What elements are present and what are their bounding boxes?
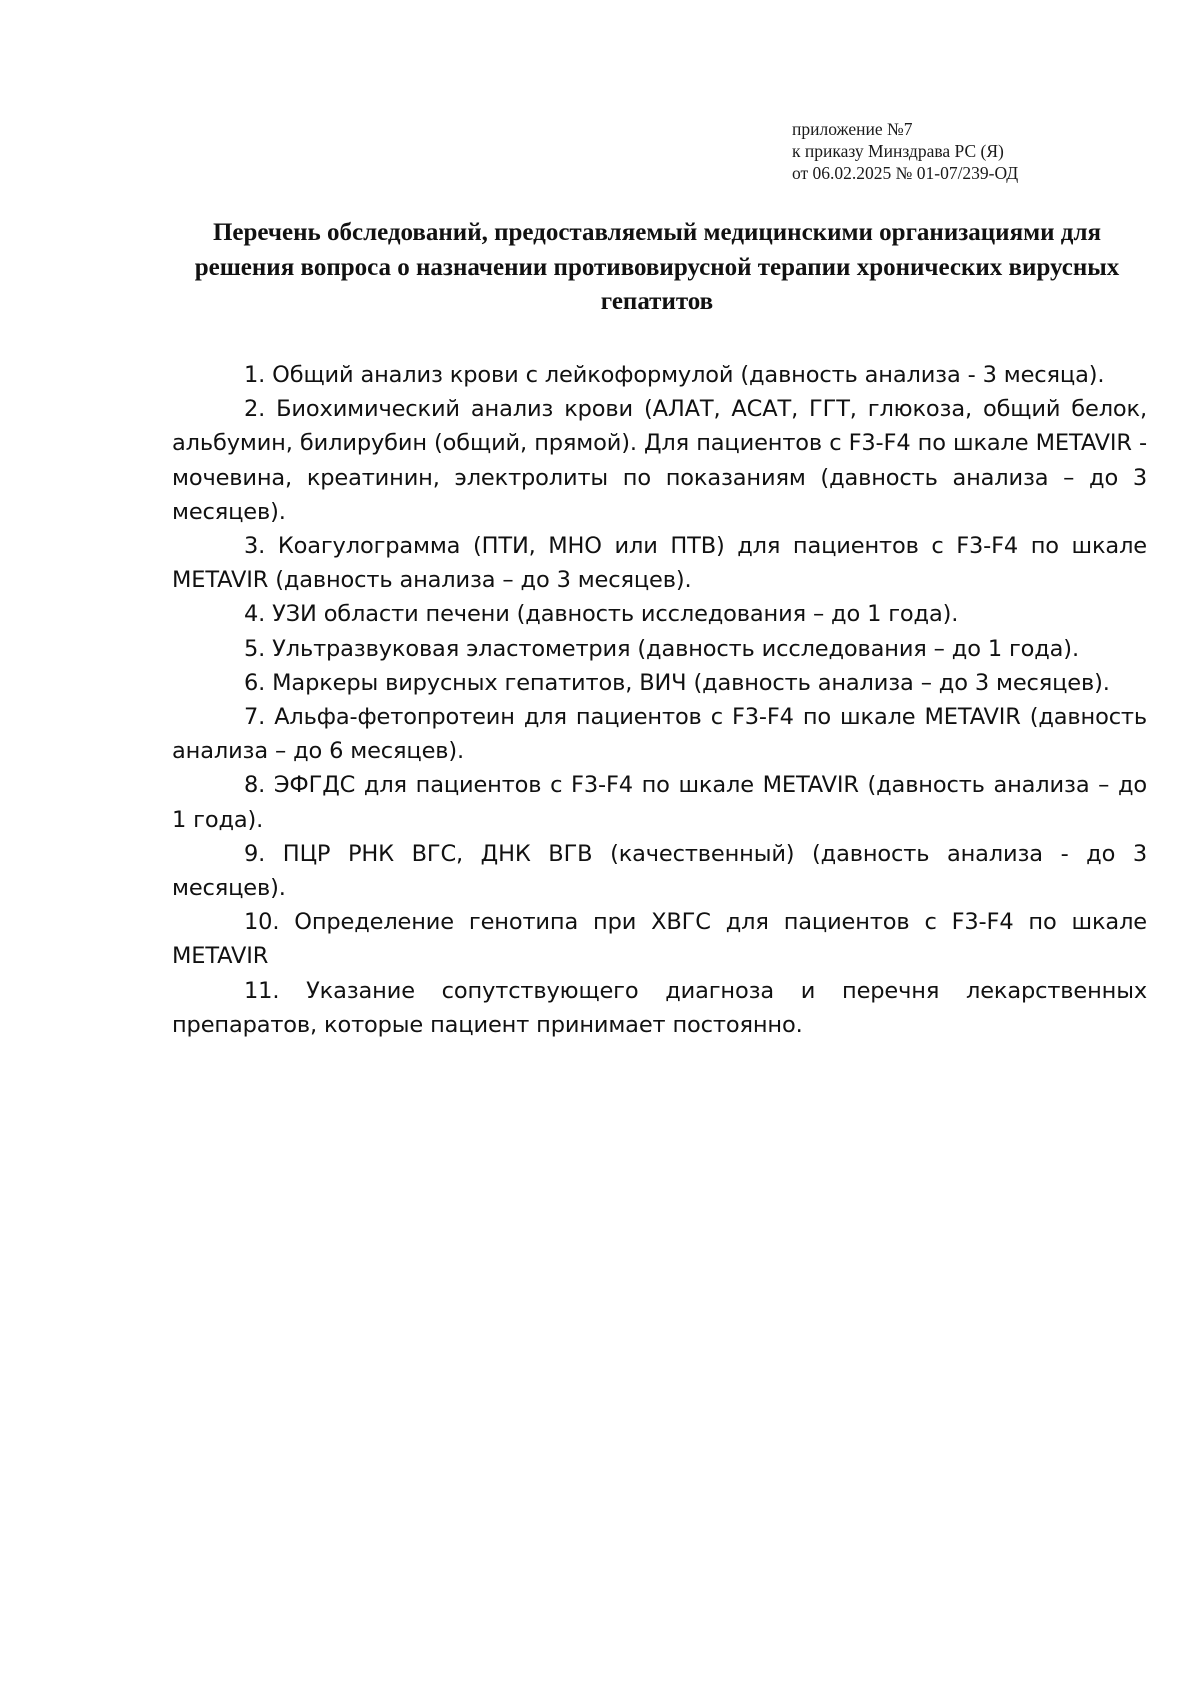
list-item: 3. Коагулограмма (ПТИ, МНО или ПТВ) для пациентов с F3-F4 по шкале METAVIR (давность анализа – до 3 месяцев). xyxy=(172,533,1147,594)
list-item: 9. ПЦР РНК ВГС, ДНК ВГВ (качественный) (давность анализа - до 3 месяцев). xyxy=(172,840,1147,902)
list-item: 5. Ультразвуковая эластометрия (давность исследования – до 1 года). xyxy=(244,635,1079,662)
list-item: 4. УЗИ области печени (давность исследования – до 1 года). xyxy=(244,601,959,628)
list-item: 11. Указание сопутствующего диагноза и перечня лекарственных препаратов, которые пациент принимает постоянно. xyxy=(172,977,1147,1038)
list-item: 10. Определение генотипа при ХВГС для пациентов с F3-F4 по шкале METAVIR xyxy=(172,909,1147,970)
examination-list xyxy=(172,358,1147,1042)
annex-reference xyxy=(792,118,1172,184)
list-item: 6. Маркеры вирусных гепатитов, ВИЧ (давность анализа – до 3 месяцев). xyxy=(244,669,1110,696)
annex-date-number: от 06.02.2025 № 01-07/239-ОД xyxy=(792,163,1019,183)
list-item: 2. Биохимический анализ крови (АЛАТ, АСАТ, ГГТ, глюкоза, общий белок, альбумин, билирубин (общий, прямой). Для пациентов с F3-F4 по шкале METAVIR - мочевина, креатинин, электролиты по показаниям (давность анализа – до 3 месяцев). xyxy=(172,396,1147,525)
annex-number: приложение №7 xyxy=(792,119,913,139)
document-title: Перечень обследований, предоставляемый медицинскими организациями для решения вопроса о назначении противовирусной терапии хронических вирусных гепатитов xyxy=(194,219,1120,315)
list-item: 7. Альфа-фетопротеин для пациентов с F3-F4 по шкале METAVIR (давность анализа – до 6 месяцев). xyxy=(172,704,1147,765)
list-item: 1. Общий анализ крови с лейкоформулой (давность анализа - 3 месяца). xyxy=(244,362,1105,388)
annex-order: к приказу Минздрава РС (Я) xyxy=(792,141,1004,161)
list-item: 8. ЭФГДС для пациентов с F3-F4 по шкале METAVIR (давность анализа – до 1 года). xyxy=(172,772,1147,833)
